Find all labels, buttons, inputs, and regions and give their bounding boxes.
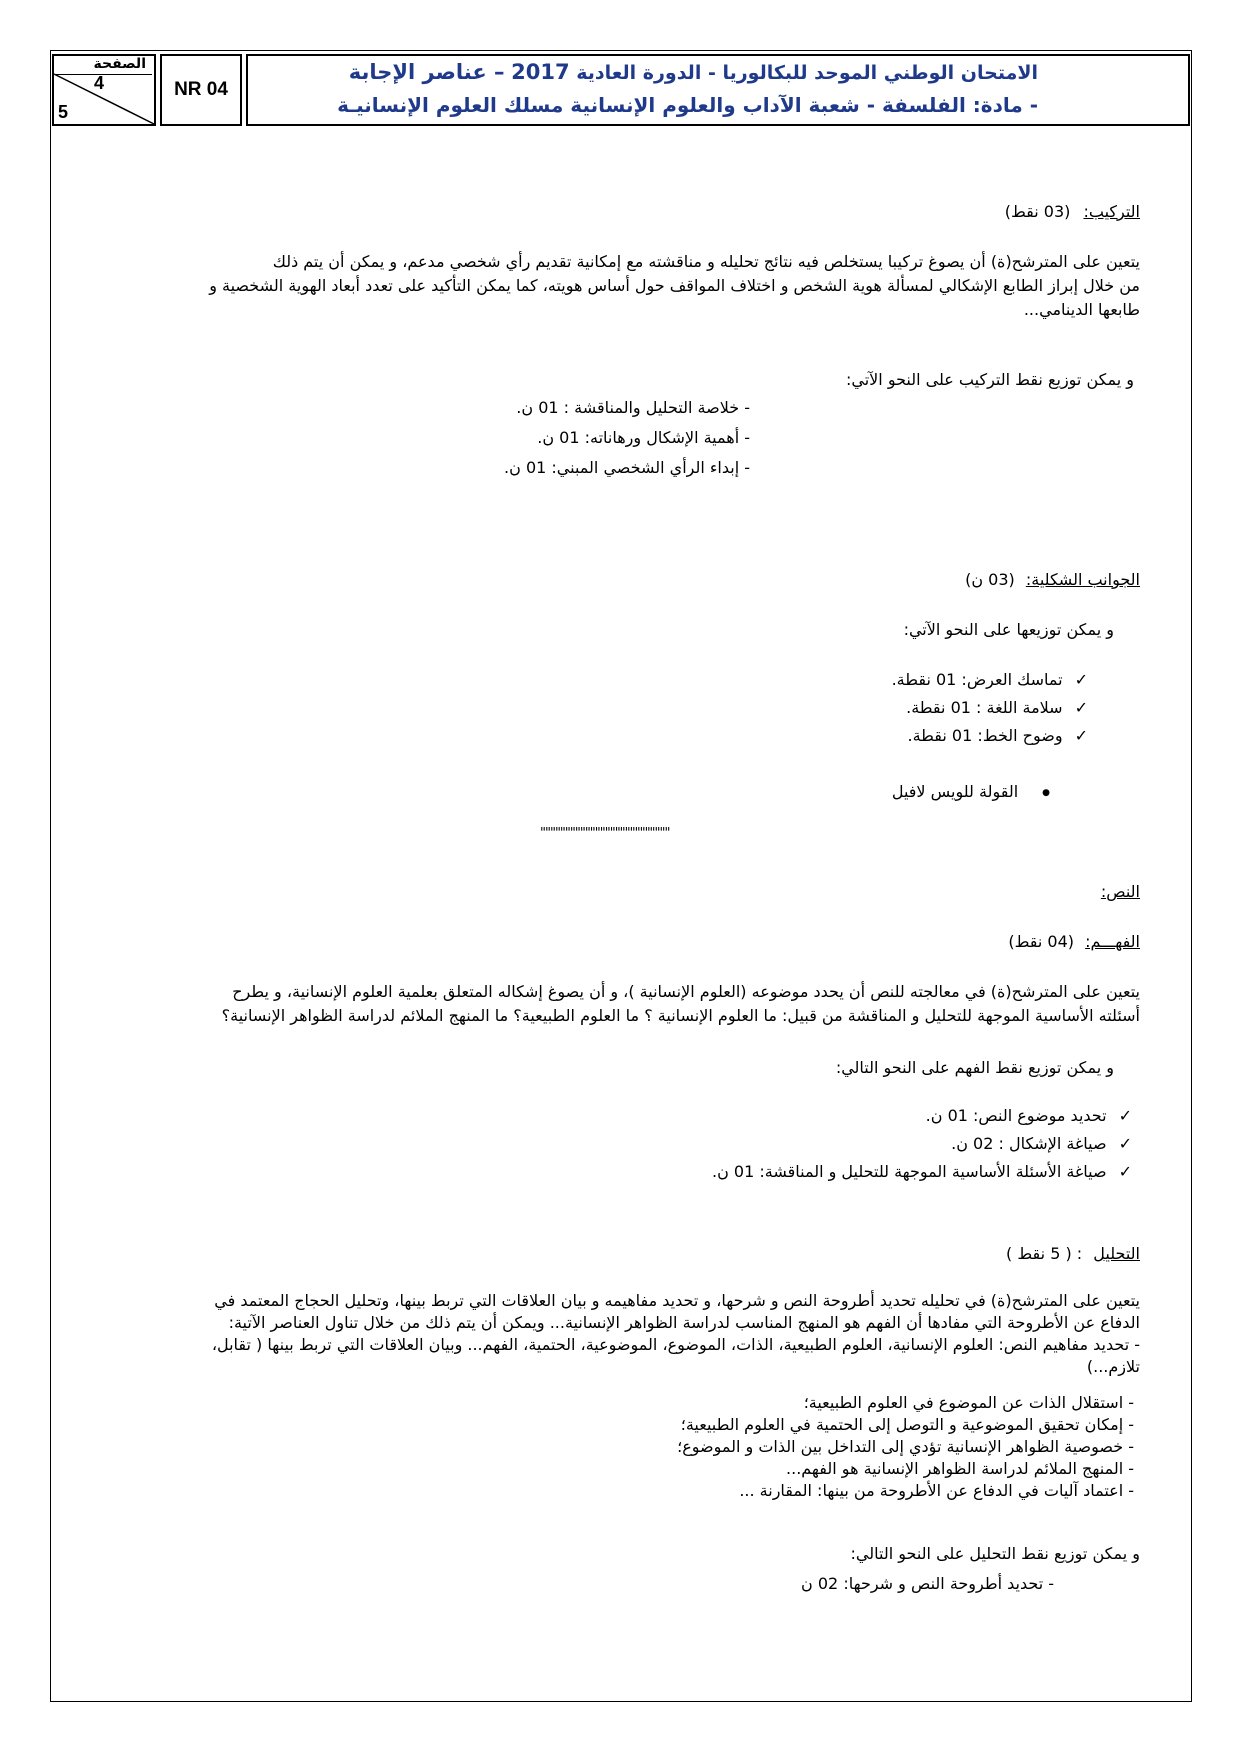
synthesis-item: - أهمية الإشكال ورهاناته: 01 ن. bbox=[537, 428, 750, 447]
text-section-heading: النص: bbox=[1100, 882, 1140, 901]
exam-title-box bbox=[246, 54, 1190, 126]
page-total: 5 bbox=[58, 102, 69, 122]
formal-points: (03 ن) bbox=[965, 570, 1015, 589]
page-number: 4 bbox=[94, 73, 105, 93]
analysis-item: - استقلال الذات عن الموضوع في العلوم الطبيعية؛ bbox=[803, 1393, 1134, 1412]
analysis-heading: التحليل bbox=[1093, 1244, 1140, 1263]
comprehension-line: أسئلته الأساسية الموجهة للتحليل و المناقشة من قبيل: ما العلوم الإنسانية ؟ ما العلوم الطبيعية؟ ما المنهج الملائم لدراسة الظواهر الإنسانية؟ bbox=[221, 1006, 1140, 1025]
analysis-item: - اعتماد آليات في الدفاع عن الأطروحة من بينها: المقارنة ... bbox=[739, 1481, 1134, 1500]
comprehension-paragraph bbox=[100, 980, 1140, 1028]
formal-heading: الجوانب الشكلية: bbox=[1025, 570, 1140, 589]
comprehension-heading: الفهـــم: bbox=[1085, 932, 1140, 951]
comprehension-points: (04 نقط) bbox=[1008, 932, 1075, 951]
formal-check-item: ✓ وضوح الخط: 01 نقطة. bbox=[908, 724, 1089, 748]
analysis-distribution-item: - تحديد أطروحة النص و شرحها: 02 ن bbox=[801, 1574, 1054, 1593]
synthesis-item: - خلاصة التحليل والمناقشة : 01 ن. bbox=[516, 398, 750, 417]
synthesis-paragraph bbox=[100, 250, 1140, 322]
analysis-heading-row bbox=[1006, 1242, 1140, 1266]
analysis-line: يتعين على المترشح(ة) في تحليله تحديد أطروحة النص و شرحها، و تحديد مفاهيمه و بيان العلاقات التي تربط بينها، وتحليل الحجاج المعتمد في bbox=[214, 1291, 1140, 1310]
synthesis-points: (03 نقط) bbox=[1004, 202, 1071, 221]
synthesis-line: من خلال إبراز الطابع الإشكالي لمسألة هوية الشخص و اختلاف المواقف حول أساس هويته، كما يمكن التأكيد على تعدد أبعاد الهوية الشخصية و bbox=[209, 276, 1140, 295]
synthesis-heading-row bbox=[1005, 200, 1140, 224]
comprehension-intro: و يمكن توزيع نقط الفهم على النحو التالي: bbox=[835, 1058, 1114, 1077]
exam-title-prefix: الامتحان الوطني الموحد للبكالوريا - الدورة العادية bbox=[576, 62, 1038, 84]
formal-check-item: ✓ سلامة اللغة : 01 نقطة. bbox=[906, 696, 1088, 720]
formal-intro: و يمكن توزيعها على النحو الآتي: bbox=[903, 620, 1114, 639]
quote-attribution: ● القولة للويس لافيل bbox=[892, 780, 1050, 805]
section-separator: """""""""""""""""""""""""" bbox=[540, 826, 670, 841]
synthesis-distribution-intro: و يمكن توزيع نقط التركيب على النحو الآتي: bbox=[846, 370, 1134, 389]
comprehension-check-item: ✓ تحديد موضوع النص: 01 ن. bbox=[926, 1104, 1132, 1128]
formal-check-item: ✓ تماسك العرض: 01 نقطة. bbox=[892, 668, 1088, 692]
exam-code: NR 04 bbox=[160, 54, 242, 126]
analysis-paragraph bbox=[100, 1290, 1140, 1378]
exam-title-line2: - مادة: الفلسفة - شعبة الآداب والعلوم الإنسانية مسلك العلوم الإنسانيـة bbox=[337, 93, 1038, 117]
comprehension-check-item: ✓ صياغة الأسئلة الأساسية الموجهة للتحليل و المناقشة: 01 ن. bbox=[712, 1160, 1132, 1184]
comprehension-check-item: ✓ صياغة الإشكال : 02 ن. bbox=[951, 1132, 1132, 1156]
formal-heading-row bbox=[965, 568, 1140, 592]
analysis-points: : ( 5 نقط ) bbox=[1006, 1244, 1083, 1263]
page-number-box bbox=[52, 54, 156, 126]
exam-year: 2017 bbox=[511, 60, 570, 84]
comprehension-heading-row bbox=[1008, 930, 1140, 954]
synthesis-item: - إبداء الرأي الشخصي المبني: 01 ن. bbox=[504, 458, 750, 477]
page-label: الصفحة bbox=[93, 56, 146, 72]
analysis-line: تلازم...) bbox=[1086, 1357, 1140, 1376]
exam-title-suffix: – عناصر الإجابة bbox=[348, 60, 505, 84]
analysis-item: - المنهج الملائم لدراسة الظواهر الإنسانية هو الفهم... bbox=[786, 1459, 1134, 1478]
comprehension-line: يتعين على المترشح(ة) في معالجته للنص أن يحدد موضوعه (العلوم الإنسانية )، و أن يصوغ إشكاله المتعلق بعلمية العلوم الإنسانية، و يطرح bbox=[232, 982, 1140, 1001]
exam-title-line1 bbox=[349, 60, 1038, 84]
analysis-intro: و يمكن توزيع نقط التحليل على النحو التالي: bbox=[850, 1544, 1140, 1563]
synthesis-line: طابعها الدينامي... bbox=[1023, 300, 1140, 319]
analysis-item: - خصوصية الظواهر الإنسانية تؤدي إلى التداخل بين الذات و الموضوع؛ bbox=[677, 1437, 1134, 1456]
analysis-line: - تحديد مفاهيم النص: العلوم الإنسانية، العلوم الطبيعية، الذات، الموضوع، الموضوعية، الحتمية، الفهم... وبيان العلاقات التي تربط بينها ( تقابل، bbox=[211, 1335, 1140, 1354]
analysis-line: الدفاع عن الأطروحة التي مفادها أن الفهم هو المنهج المناسب لدراسة الظواهر الإنسانية... ويمكن أن يتم ذلك من خلال تناول العناصر الآتية: bbox=[228, 1313, 1140, 1332]
synthesis-heading: التركيب: bbox=[1083, 202, 1140, 221]
analysis-item: - إمكان تحقيق الموضوعية و التوصل إلى الحتمية في العلوم الطبيعية؛ bbox=[680, 1415, 1134, 1434]
synthesis-line: يتعين على المترشح(ة) أن يصوغ تركيبا يستخلص فيه نتائج تحليله و مناقشته مع إمكانية تقديم رأي شخصي مدعم، و يمكن أن يتم ذلك bbox=[272, 252, 1140, 271]
